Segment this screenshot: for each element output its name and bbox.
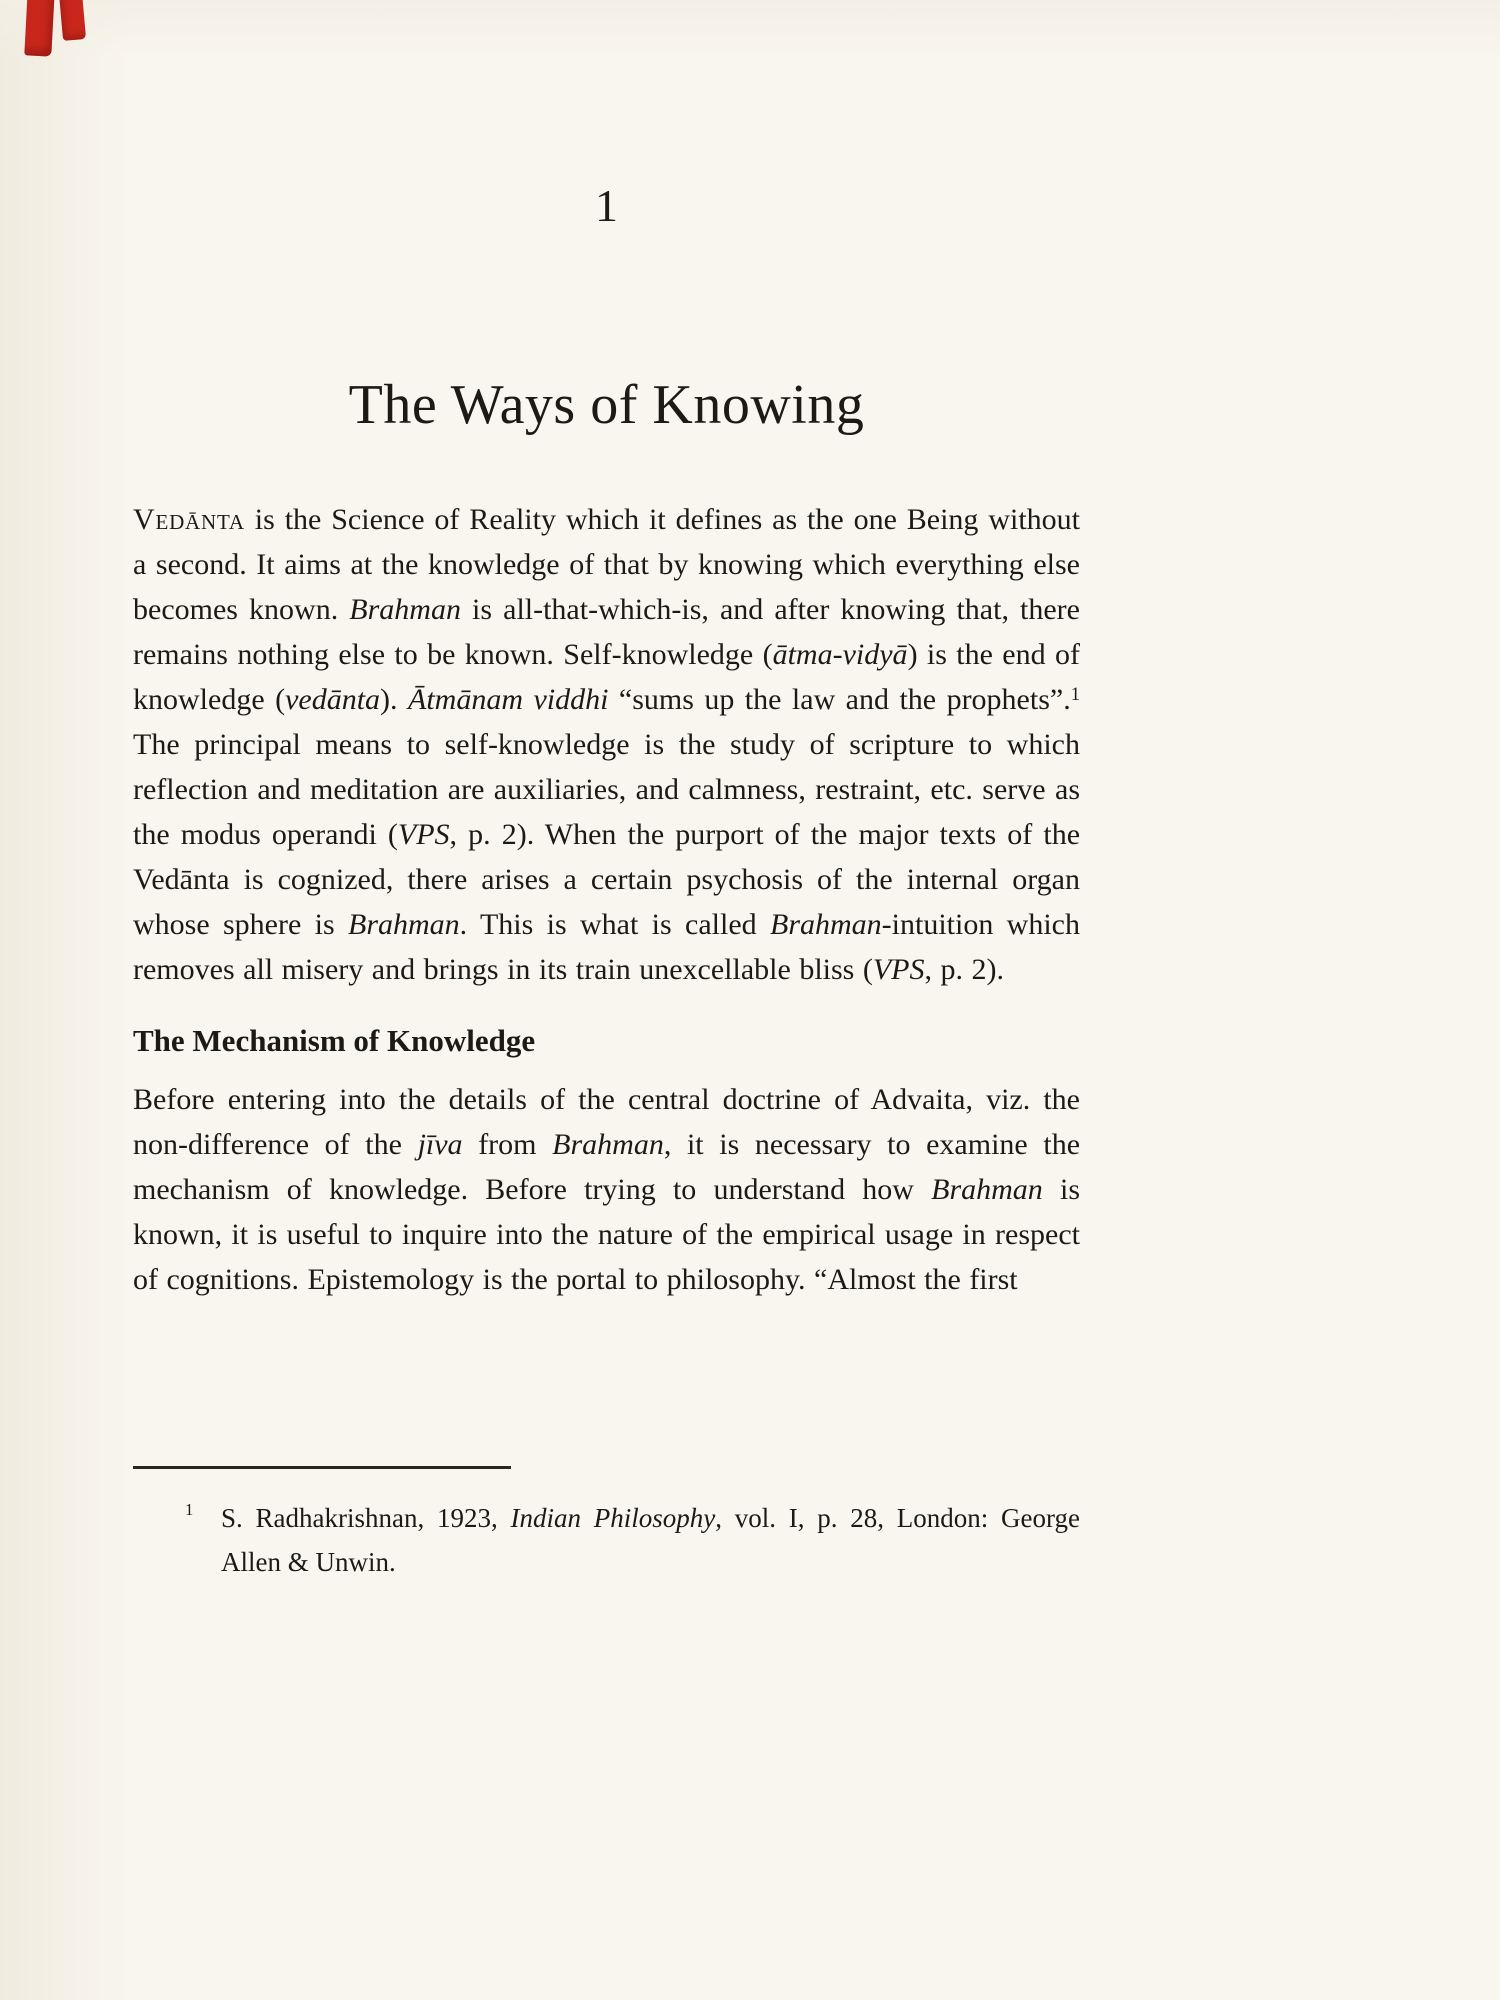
red-scan-mark bbox=[59, 0, 86, 41]
footnote-separator-rule bbox=[133, 1466, 511, 1469]
chapter-title: The Ways of Knowing bbox=[348, 374, 865, 436]
scan-top-shading bbox=[0, 0, 1500, 60]
paragraph-intro: Vedānta is the Science of Reality which it defines as the one Being without a second. It aims at the knowledge of that by knowing which everything else becomes known. Brahman is all-that-which-is, and after knowing that, there remains nothing else to be known. Self-knowledge (ātma-vidyā) is the end of knowledge (vedānta). Ātmānam viddhi “sums up the law and the prophets”.$^1$ The principal means to self-knowledge is the study of scripture to which reflection and meditation are auxiliaries, and calmness, restraint, etc. serve as the modus operandi (VPS, p. 2). When the purport of the major texts of the Vedānta is cognized, there arises a certain psychosis of the internal organ whose sphere is Brahman. This is what is called Brahman-intuition which removes all misery and brings in its train unexcellable bliss (VPS, p. 2). bbox=[133, 503, 1081, 986]
chapter-number: 1 bbox=[595, 180, 618, 231]
paragraph-mechanism: Before entering into the details of the central doctrine of Advaita, viz. the non-difference of the jīva from Brahman, it is necessary to examine the mechanism of knowledge. Before trying to understand how Brahman is known, it is useful to inquire into the nature of the empirical usage in respect of cognitions. Epistemology is the portal to philosophy. “Almost the first bbox=[133, 1083, 1081, 1296]
scan-edge-shading bbox=[0, 0, 130, 2000]
footnote: 1 S. Radhakrishnan, 1923, Indian Philosophy, vol. I, p. 28, London: George Allen & Unwin. bbox=[185, 1500, 1080, 1577]
section-heading: The Mechanism of Knowledge bbox=[133, 1023, 536, 1058]
red-scan-mark bbox=[24, 0, 54, 57]
body-text bbox=[133, 497, 1080, 1302]
footnote-text: S. Radhakrishnan, 1923, Indian Philosophy, vol. I, p. 28, London: George Allen & Unwin. bbox=[221, 1503, 1080, 1577]
